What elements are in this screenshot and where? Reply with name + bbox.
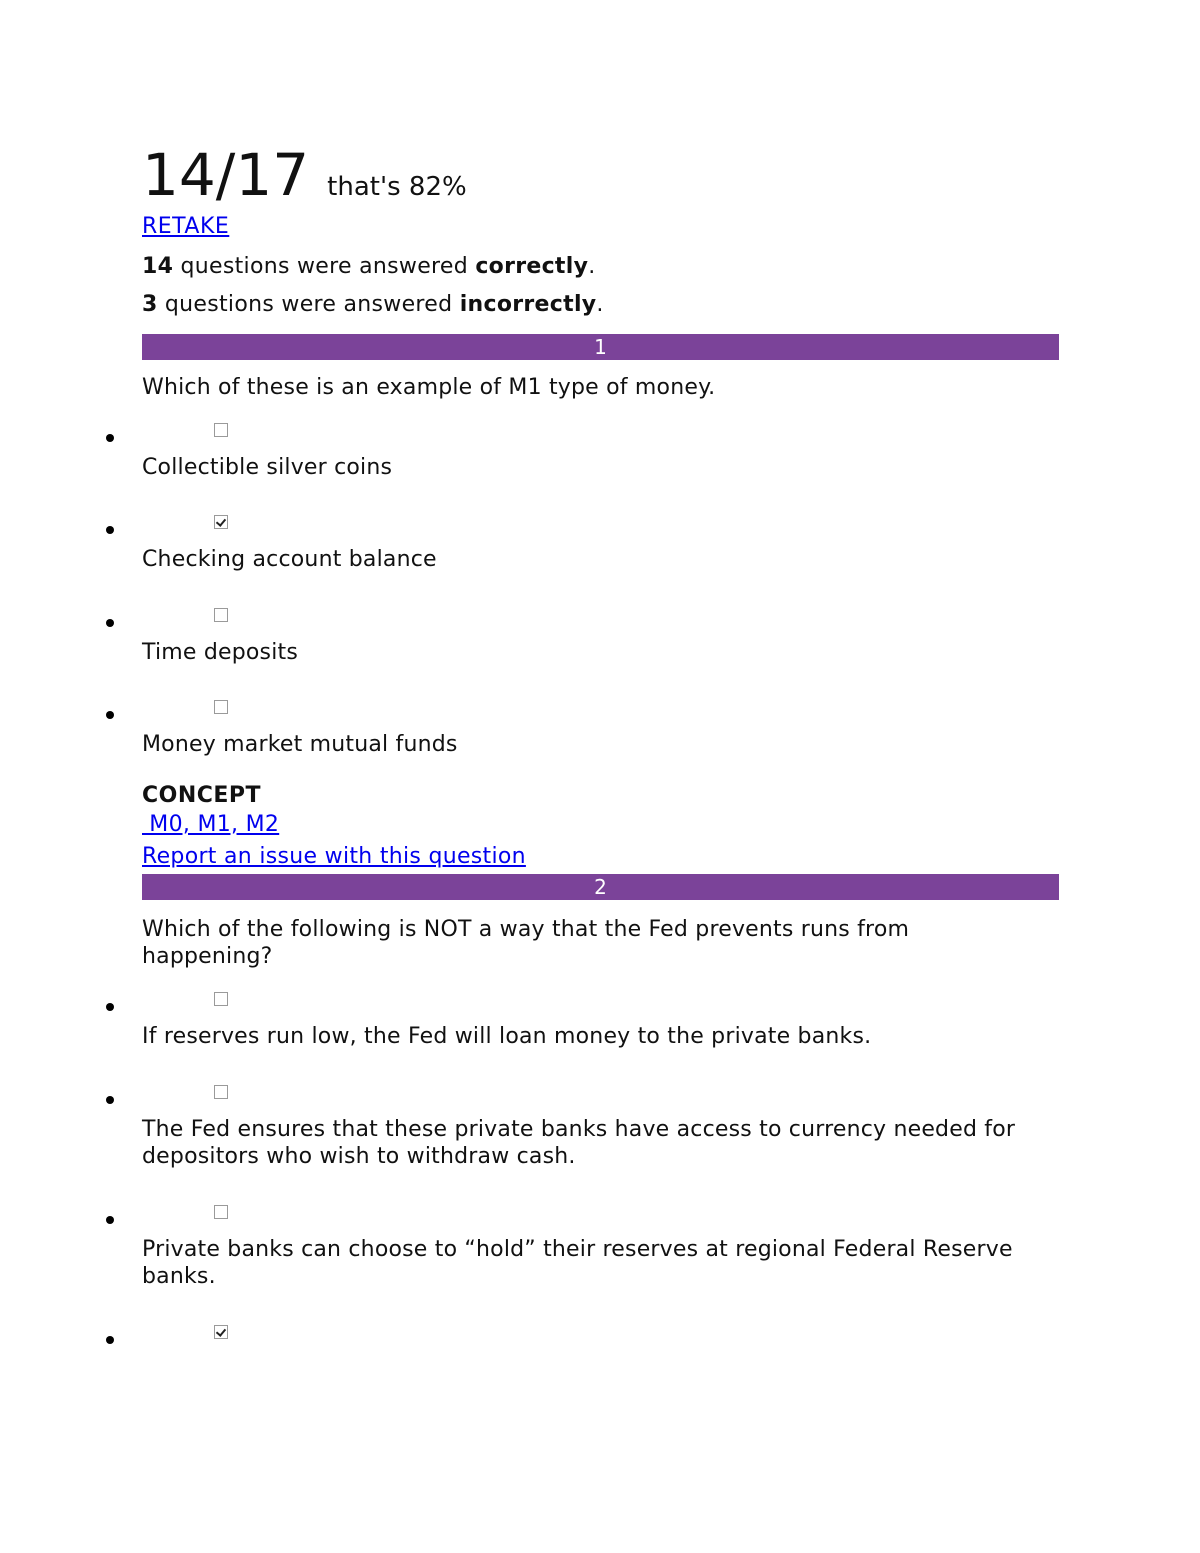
answer-label: The Fed ensures that these private banks have access to currency needed for depositors who wish to withdraw cash. — [142, 1117, 1016, 1169]
bullet-icon — [106, 619, 114, 627]
bullet-icon — [106, 526, 114, 534]
incorrect-summary-end: . — [596, 292, 604, 317]
correct-summary-text: questions were answered — [173, 254, 476, 279]
checkbox[interactable] — [214, 1085, 228, 1099]
correct-word: correctly — [475, 254, 589, 279]
bullet-icon — [106, 711, 114, 719]
score-header — [142, 140, 1059, 210]
correct-summary-end: . — [588, 254, 596, 279]
correct-summary — [142, 248, 1059, 286]
checkbox[interactable] — [214, 423, 228, 437]
incorrect-word: incorrectly — [459, 292, 597, 317]
bullet-icon — [106, 1096, 114, 1104]
incorrect-count: 3 — [142, 292, 158, 317]
answer-option — [142, 493, 1059, 583]
answer-label: Money market mutual funds — [142, 732, 458, 757]
incorrect-summary — [142, 286, 1059, 324]
checkbox[interactable] — [214, 992, 228, 1006]
retake-link[interactable]: RETAKE — [142, 214, 230, 239]
answer-label: Checking account balance — [142, 547, 437, 572]
question-number-bar: 1 — [142, 334, 1059, 360]
question-number-bar: 2 — [142, 874, 1059, 900]
bullet-icon — [106, 1003, 114, 1011]
correct-count: 14 — [142, 254, 174, 279]
answer-option — [142, 401, 1059, 491]
checkbox[interactable] — [214, 608, 228, 622]
answer-label: Private banks can choose to “hold” their reserves at regional Federal Reserve banks. — [142, 1237, 1013, 1289]
incorrect-summary-text: questions were answered — [157, 292, 460, 317]
answer-option — [142, 586, 1059, 676]
concept-link[interactable]: M0, M1, M2 — [142, 812, 280, 837]
checkbox-checked[interactable] — [214, 515, 228, 529]
answer-option — [142, 678, 1059, 768]
question-text: Which of the following is NOT a way that the Fed prevents runs from happening? — [142, 917, 910, 969]
checkbox[interactable] — [214, 1205, 228, 1219]
bullet-icon — [106, 1216, 114, 1224]
question-text: Which of these is an example of M1 type of money. — [142, 375, 716, 400]
score-fraction: 14/17 — [142, 141, 310, 209]
answer-label: If reserves run low, the Fed will loan money to the private banks. — [142, 1024, 872, 1049]
bullet-icon — [106, 1336, 114, 1344]
answer-options — [142, 401, 1059, 773]
score-percent: that's 82% — [327, 172, 467, 202]
concept-label: CONCEPT — [142, 783, 262, 808]
answer-label: Time deposits — [142, 640, 299, 665]
checkbox-checked[interactable] — [214, 1325, 228, 1339]
quiz-results-page — [142, 140, 1059, 1370]
bullet-icon — [106, 434, 114, 442]
report-issue-link[interactable]: Report an issue with this question — [142, 844, 526, 869]
answer-label: Collectible silver coins — [142, 455, 393, 480]
checkbox[interactable] — [214, 700, 228, 714]
answer-options — [142, 970, 1059, 1370]
